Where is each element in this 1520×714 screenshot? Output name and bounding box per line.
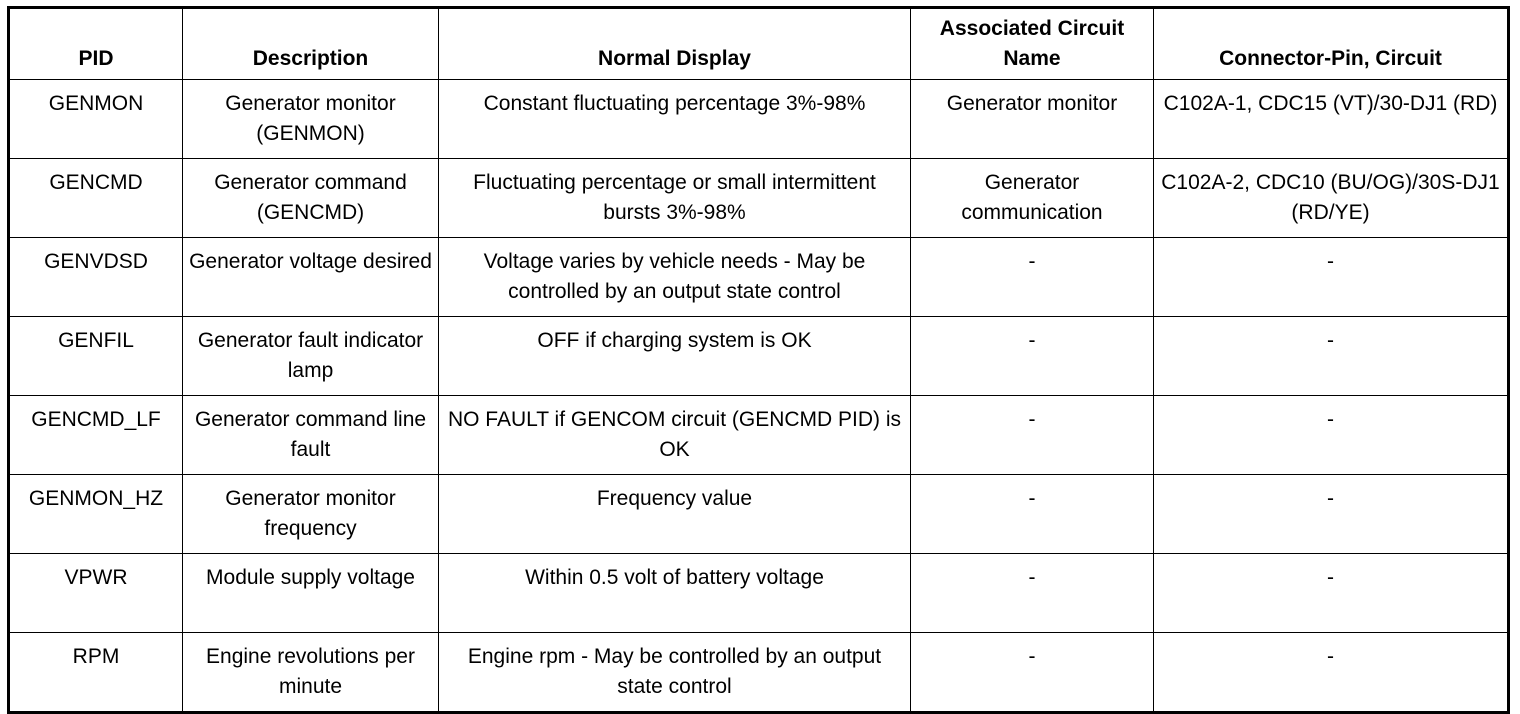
cell-associated-circuit: Generator monitor: [911, 80, 1154, 159]
cell-connector-pin: -: [1154, 396, 1509, 475]
cell-pid: GENFIL: [9, 317, 183, 396]
table-row: [9, 159, 1509, 238]
table-row: [9, 633, 1509, 713]
cell-associated-circuit: Generator communication: [911, 159, 1154, 238]
cell-associated-circuit: -: [911, 475, 1154, 554]
cell-connector-pin: C102A-2, CDC10 (BU/OG)/30S-DJ1 (RD/YE): [1154, 159, 1509, 238]
cell-connector-pin: -: [1154, 633, 1509, 713]
cell-description: Generator fault indicator lamp: [183, 317, 439, 396]
cell-connector-pin: C102A-1, CDC15 (VT)/30-DJ1 (RD): [1154, 80, 1509, 159]
cell-normal-display: Engine rpm - May be controlled by an output state control: [439, 633, 911, 713]
cell-associated-circuit: -: [911, 238, 1154, 317]
cell-normal-display: NO FAULT if GENCOM circuit (GENCMD PID) is OK: [439, 396, 911, 475]
table-row: [9, 317, 1509, 396]
header-associated-circuit-name: Associated Circuit Name: [911, 8, 1154, 80]
table-row: [9, 238, 1509, 317]
cell-normal-display: OFF if charging system is OK: [439, 317, 911, 396]
cell-description: Engine revolutions per minute: [183, 633, 439, 713]
cell-normal-display: Constant fluctuating percentage 3%-98%: [439, 80, 911, 159]
cell-description: Generator monitor (GENMON): [183, 80, 439, 159]
cell-normal-display: Voltage varies by vehicle needs - May be controlled by an output state control: [439, 238, 911, 317]
header-normal-display: Normal Display: [439, 8, 911, 80]
cell-pid: GENCMD_LF: [9, 396, 183, 475]
table-body: [9, 80, 1509, 713]
cell-associated-circuit: -: [911, 317, 1154, 396]
cell-associated-circuit: -: [911, 633, 1154, 713]
header-connector-pin-circuit: Connector-Pin, Circuit: [1154, 8, 1509, 80]
cell-normal-display: Frequency value: [439, 475, 911, 554]
table-row: [9, 475, 1509, 554]
cell-normal-display: Fluctuating percentage or small intermittent bursts 3%-98%: [439, 159, 911, 238]
cell-pid: GENVDSD: [9, 238, 183, 317]
header-row: [9, 8, 1509, 80]
cell-normal-display: Within 0.5 volt of battery voltage: [439, 554, 911, 633]
cell-connector-pin: -: [1154, 317, 1509, 396]
table-row: [9, 554, 1509, 633]
cell-pid: VPWR: [9, 554, 183, 633]
cell-description: Generator voltage desired: [183, 238, 439, 317]
cell-connector-pin: -: [1154, 475, 1509, 554]
cell-description: Generator monitor frequency: [183, 475, 439, 554]
cell-connector-pin: -: [1154, 238, 1509, 317]
cell-pid: GENMON: [9, 80, 183, 159]
pid-table: [7, 6, 1510, 714]
cell-pid: GENMON_HZ: [9, 475, 183, 554]
cell-description: Generator command (GENCMD): [183, 159, 439, 238]
table-row: [9, 396, 1509, 475]
cell-associated-circuit: -: [911, 554, 1154, 633]
header-pid: PID: [9, 8, 183, 80]
pid-table-container: [7, 6, 1507, 714]
table-row: [9, 80, 1509, 159]
cell-connector-pin: -: [1154, 554, 1509, 633]
cell-associated-circuit: -: [911, 396, 1154, 475]
header-description: Description: [183, 8, 439, 80]
cell-pid: GENCMD: [9, 159, 183, 238]
cell-description: Module supply voltage: [183, 554, 439, 633]
cell-pid: RPM: [9, 633, 183, 713]
cell-description: Generator command line fault: [183, 396, 439, 475]
